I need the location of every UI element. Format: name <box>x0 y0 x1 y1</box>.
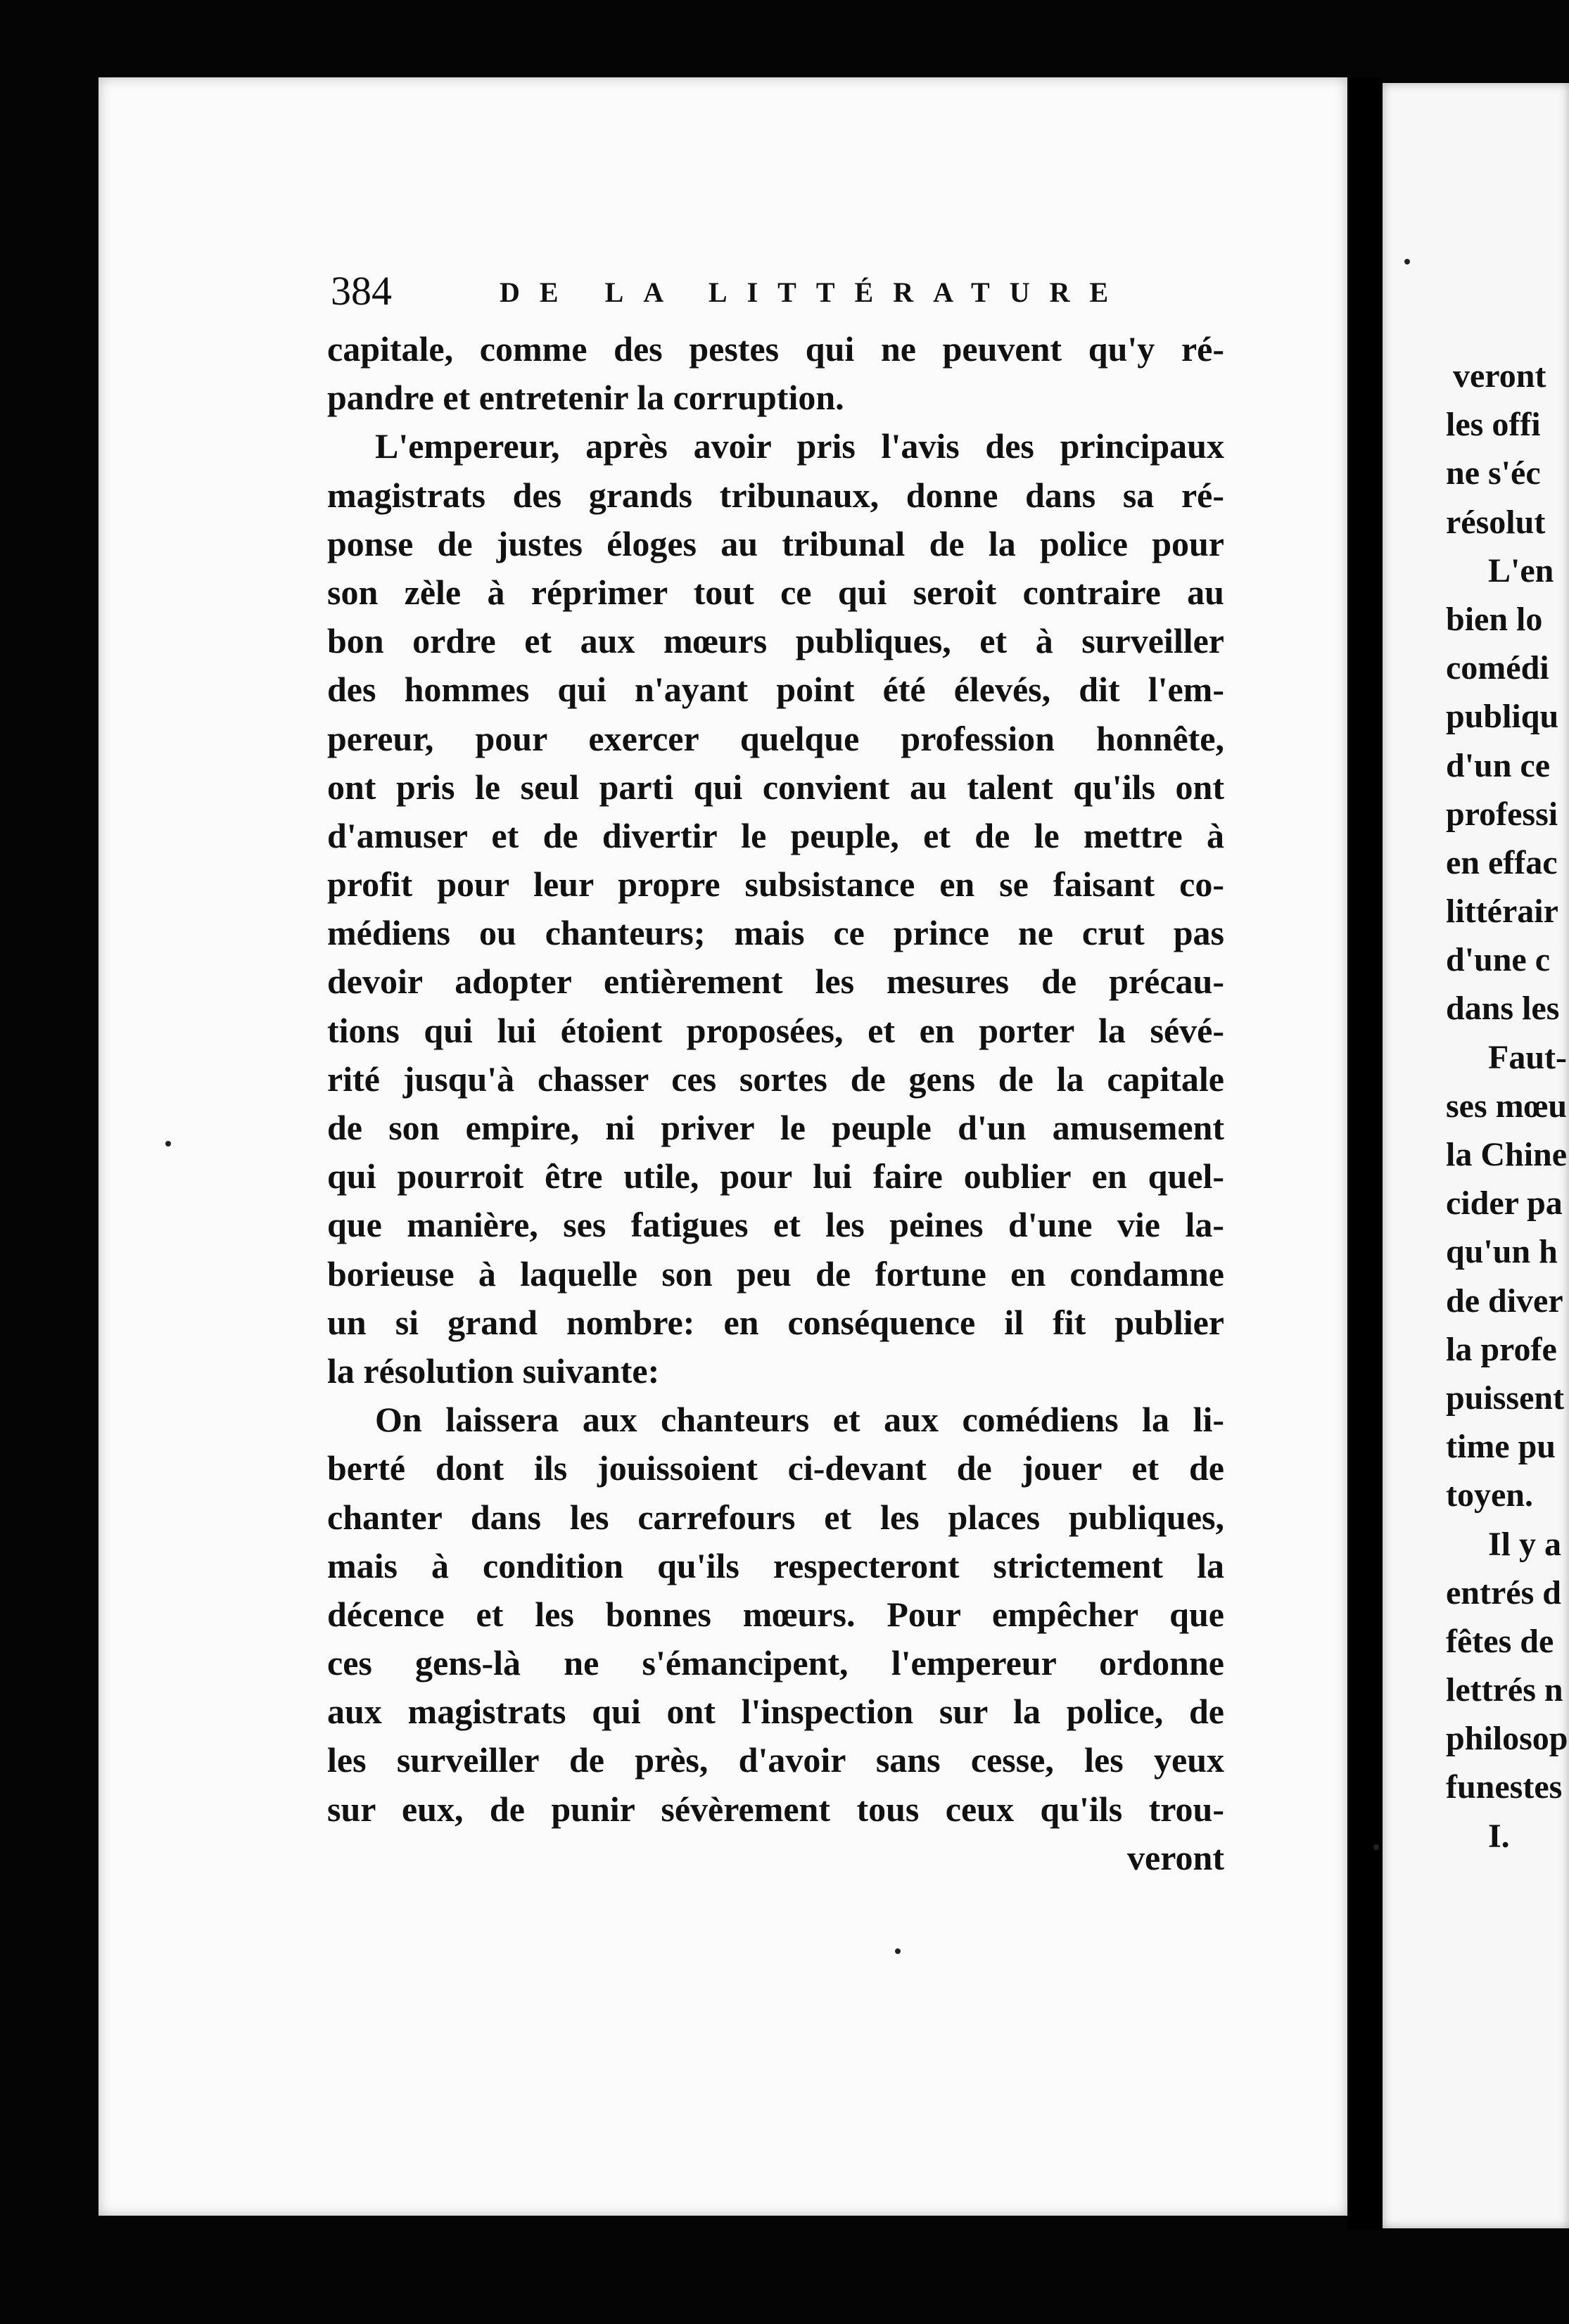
facing-line: toyen. <box>1446 1476 1533 1514</box>
ink-speck <box>1373 1844 1379 1850</box>
text-line: de son empire, ni priver le peuple d'un amusement <box>327 1108 1224 1147</box>
facing-line: littérair <box>1446 893 1558 931</box>
facing-line: d'une c <box>1446 941 1551 979</box>
facing-line: ses mœu <box>1446 1087 1568 1125</box>
facing-line: lettrés n <box>1446 1671 1563 1709</box>
text-line: rité jusqu'à chasser ces sortes de gens de la capitale <box>327 1059 1224 1099</box>
facing-line: Il y a <box>1488 1525 1562 1563</box>
facing-line: en effac <box>1446 843 1558 881</box>
facing-line: dans les <box>1446 990 1560 1028</box>
text-line: mais à condition qu'ils respecteront strictement la <box>327 1545 1224 1585</box>
facing-line: d'un ce <box>1446 746 1551 784</box>
facing-line: entrés d <box>1446 1573 1561 1611</box>
text-line: borieuse à laquelle son peu de fortune en condamne <box>327 1253 1224 1294</box>
running-title: DE LA LITTÉRATURE <box>500 276 1129 308</box>
text-line: médiens ou chanteurs; mais ce prince ne crut pas <box>327 913 1224 953</box>
facing-line: comédi <box>1446 649 1549 687</box>
body-text <box>327 325 1224 1882</box>
facing-line: L'en <box>1488 551 1554 589</box>
text-line: qui pourroit être utile, pour lui faire oublier en quel- <box>327 1156 1224 1196</box>
facing-line: Faut- <box>1488 1038 1567 1076</box>
text-line: sur eux, de punir sévèrement tous ceux qu'ils trou- <box>327 1789 1224 1829</box>
text-line: les surveiller de près, d'avoir sans cesse, les yeux <box>327 1740 1224 1780</box>
text-line: la résolution suivante: <box>327 1351 660 1391</box>
facing-line: cider pa <box>1446 1185 1563 1222</box>
text-line: des hommes qui n'ayant point été élevés, dit l'em- <box>327 670 1224 710</box>
text-line: chanter dans les carrefours et les places publiques, <box>327 1497 1224 1537</box>
facing-line: les offi <box>1446 406 1541 444</box>
text-line: magistrats des grands tribunaux, donne dans sa ré- <box>327 475 1224 515</box>
facing-line: la Chine <box>1446 1136 1568 1173</box>
text-line: aux magistrats qui ont l'inspection sur la police, de <box>327 1692 1224 1732</box>
text-line: L'empereur, après avoir pris l'avis des principaux <box>375 426 1224 466</box>
ink-speck <box>1404 259 1410 264</box>
facing-line: la profe <box>1446 1330 1557 1368</box>
facing-line: I. <box>1488 1817 1510 1855</box>
text-line: ces gens-là ne s'émancipent, l'empereur ordonne <box>327 1643 1224 1683</box>
text-line: ponse de justes éloges au tribunal de la police pour <box>327 523 1224 563</box>
text-line: d'amuser et de divertir le peuple, et de le mettre à <box>327 815 1224 855</box>
facing-line: fêtes de <box>1446 1622 1554 1660</box>
text-line: pandre et entretenir la corruption. <box>327 378 844 418</box>
facing-line: philosop <box>1446 1720 1568 1758</box>
text-line: devoir adopter entièrement les mesures de précau- <box>327 962 1224 1002</box>
text-line: ont pris le seul parti qui convient au talent qu'ils ont <box>327 767 1224 807</box>
text-line: berté dont ils jouissoient ci-devant de jouer et de <box>327 1448 1224 1488</box>
text-line: pereur, pour exercer quelque profession honnête, <box>327 718 1224 758</box>
text-line: son zèle à réprimer tout ce qui seroit contraire au <box>327 572 1224 612</box>
text-line: On laissera aux chanteurs et aux comédiens la li- <box>375 1400 1224 1440</box>
text-line: capitale, comme des pestes qui ne peuvent qu'y ré- <box>327 329 1224 369</box>
text-line: décence et les bonnes mœurs. Pour empêcher que <box>327 1594 1224 1634</box>
catchword: veront <box>1127 1837 1224 1877</box>
facing-line: de diver <box>1446 1282 1563 1320</box>
facing-line: ne s'éc <box>1446 454 1541 492</box>
ink-speck <box>895 1948 901 1954</box>
text-line: tions qui lui étoient proposées, et en porter la sévé- <box>327 1010 1224 1050</box>
facing-line: funestes <box>1446 1768 1563 1806</box>
text-line: bon ordre et aux mœurs publiques, et à surveiller <box>327 621 1224 661</box>
text-line: que manière, ses fatigues et les peines d'une vie la- <box>327 1205 1224 1245</box>
ink-speck <box>165 1141 171 1147</box>
text-line: un si grand nombre: en conséquence il fit publier <box>327 1302 1224 1342</box>
facing-line: résolut <box>1446 503 1546 541</box>
text-line: profit pour leur propre subsistance en se faisant co- <box>327 864 1224 905</box>
facing-line: puissent <box>1446 1379 1565 1417</box>
facing-line: professi <box>1446 795 1558 833</box>
facing-line: bien lo <box>1446 600 1543 638</box>
facing-line: veront <box>1453 357 1546 395</box>
book-gutter <box>1347 77 1383 2230</box>
facing-page-text <box>1446 352 1569 1860</box>
facing-line: time pu <box>1446 1428 1556 1466</box>
running-head <box>331 267 1245 317</box>
page-number: 384 <box>331 268 392 314</box>
facing-line: publiqu <box>1446 698 1559 736</box>
facing-line: qu'un h <box>1446 1233 1558 1271</box>
